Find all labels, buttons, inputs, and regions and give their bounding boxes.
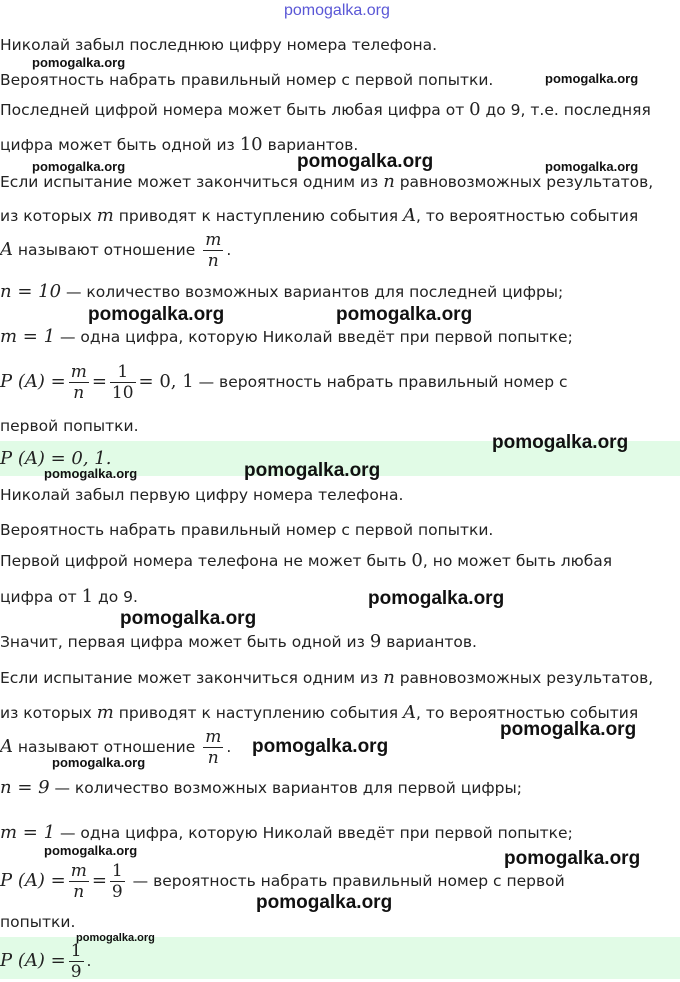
p2-question: Вероятность набрать правильный номер с первой попытки. bbox=[0, 521, 494, 539]
p2-line3: Первой цифрой номера телефона не может быть 0, но может быть любая bbox=[0, 550, 613, 571]
p2-statement: Николай забыл первую цифру номера телефона. bbox=[0, 486, 404, 504]
p1-statement: Николай забыл последнюю цифру номера телефона. bbox=[0, 36, 438, 54]
p2-answer: P (A) = $\frac{1}{9}$ . bbox=[0, 941, 92, 982]
p1-n-def: n = 10 — количество возможных вариантов для последней цифры; bbox=[0, 281, 564, 302]
header-watermark: pomogalka.org bbox=[284, 2, 390, 19]
watermark: pomogalka.org bbox=[504, 848, 641, 869]
p1-fraction-m-n: $\frac{m}{n}$ bbox=[205, 230, 222, 271]
p1-answer: P (A) = 0, 1. bbox=[0, 448, 112, 469]
p1-fraction-m-n-2: $\frac{m}{n}$ bbox=[70, 362, 87, 403]
p1-m-def: m = 1 — одна цифра, которую Николай введёт при первой попытке; bbox=[0, 326, 573, 347]
watermark: pomogalka.org bbox=[256, 892, 393, 913]
p2-line6: Если испытание может закончиться одним из n равновозможных результатов, bbox=[0, 667, 654, 688]
watermark: pomogalka.org bbox=[545, 71, 639, 86]
p2-line8: A называют отношение $\frac{m}{n}$ . bbox=[0, 727, 232, 768]
p2-probability-formula: P (A) = $\frac{m}{n}$ = $\frac{1}{9}$ — вероятность набрать правильный номер с первой bbox=[0, 861, 565, 902]
watermark: pomogalka.org bbox=[336, 304, 473, 325]
watermark: pomogalka.org bbox=[368, 588, 505, 609]
p2-line12: попытки. bbox=[0, 913, 76, 931]
watermark: pomogalka.org bbox=[252, 736, 389, 757]
p2-fraction-1-9: $\frac{1}{9}$ bbox=[111, 861, 123, 902]
p1-line4: цифра может быть одной из 10 вариантов. bbox=[0, 134, 359, 155]
watermark: pomogalka.org bbox=[76, 932, 155, 944]
p2-line5: Значит, первая цифра может быть одной из 9 вариантов. bbox=[0, 631, 477, 652]
watermark: pomogalka.org bbox=[32, 55, 126, 70]
watermark: pomogalka.org bbox=[44, 466, 138, 481]
p1-probability-formula: P (A) = $\frac{m}{n}$ = $\frac{1}{10}$ = 0, 1 — вероятность набрать правильный номер с bbox=[0, 362, 568, 403]
p2-fraction-m-n: $\frac{m}{n}$ bbox=[205, 727, 222, 768]
p2-fraction-m-n-2: $\frac{m}{n}$ bbox=[70, 861, 87, 902]
p1-line6: из которых m приводят к наступлению события A, то вероятностью события bbox=[0, 205, 639, 226]
p1-line11: первой попытки. bbox=[0, 417, 139, 435]
p2-line4: цифра от 1 до 9. bbox=[0, 586, 138, 607]
p2-m-def: m = 1 — одна цифра, которую Николай введёт при первой попытке; bbox=[0, 822, 573, 843]
p2-answer-fraction: $\frac{1}{9}$ bbox=[70, 941, 82, 982]
p1-question: Вероятность набрать правильный номер с первой попытки. bbox=[0, 71, 494, 89]
watermark: pomogalka.org bbox=[545, 159, 639, 174]
p2-n-def: n = 9 — количество возможных вариантов для первой цифры; bbox=[0, 777, 522, 798]
p1-line7: A называют отношение $\frac{m}{n}$ . bbox=[0, 230, 232, 271]
watermark: pomogalka.org bbox=[492, 432, 629, 453]
p1-fraction-1-10: $\frac{1}{10}$ bbox=[111, 362, 134, 403]
watermark: pomogalka.org bbox=[44, 843, 138, 858]
p1-line3: Последней цифрой номера может быть любая цифра от 0 до 9, т.е. последняя bbox=[0, 99, 651, 120]
watermark: pomogalka.org bbox=[88, 304, 225, 325]
watermark: pomogalka.org bbox=[52, 755, 146, 770]
watermark: pomogalka.org bbox=[297, 151, 434, 172]
watermark: pomogalka.org bbox=[120, 608, 257, 629]
watermark: pomogalka.org bbox=[244, 460, 381, 481]
watermark: pomogalka.org bbox=[500, 719, 637, 740]
p1-line5: Если испытание может закончиться одним из n равновозможных результатов, bbox=[0, 171, 654, 192]
p2-line7: из которых m приводят к наступлению события A, то вероятностью события bbox=[0, 702, 639, 723]
watermark: pomogalka.org bbox=[32, 159, 126, 174]
